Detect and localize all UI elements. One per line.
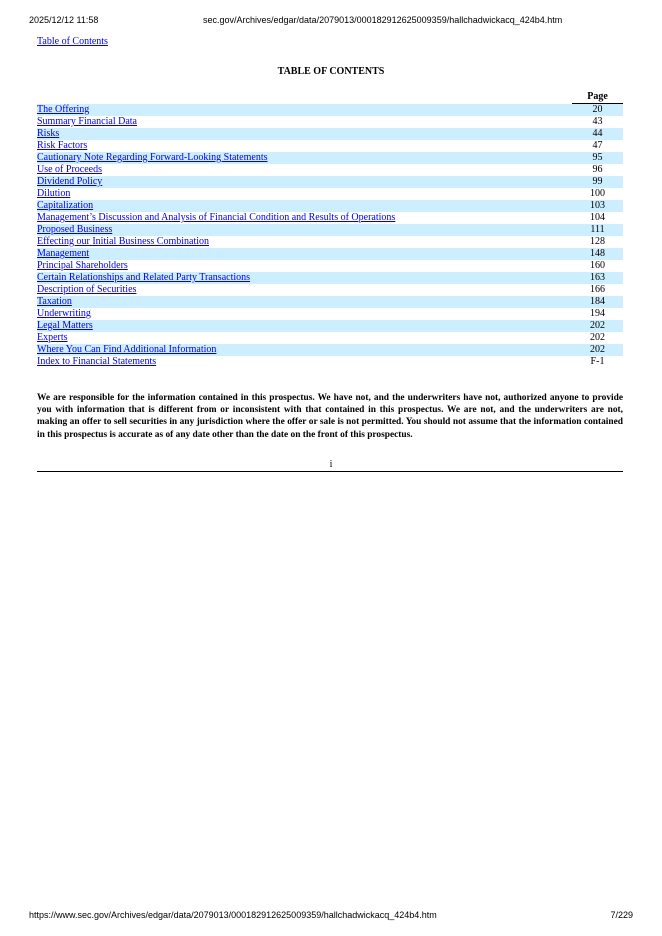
toc-table [37, 91, 623, 368]
toc-gap-cell [560, 332, 572, 344]
toc-entry-cell [37, 344, 560, 356]
toc-body [37, 104, 623, 369]
toc-gap-cell [560, 224, 572, 236]
toc-entry-cell [37, 200, 560, 212]
toc-entry-link[interactable]: Principal Shareholders [37, 260, 128, 271]
toc-page-number: 43 [592, 116, 603, 127]
toc-page-number: 96 [592, 164, 603, 175]
toc-header-gap [560, 91, 572, 104]
page-number: i [329, 459, 333, 470]
toc-entry-link[interactable]: Management [37, 248, 90, 259]
toc-page-number: 103 [572, 200, 623, 212]
toc-entry-cell [37, 104, 560, 117]
toc-entry-link[interactable]: Risks [37, 128, 60, 139]
print-header [0, 15, 662, 27]
toc-row [37, 164, 623, 176]
disclaimer-paragraph: We are responsible for the information contained in this prospectus. We have not, and the underwriters have not, authorized anyone to provide you with information that is different from or inconsistent with that contained in this prospectus. We are not, and the underwriters are not, making an offer to sell securities in any jurisdiction where the offer or sale is not permitted. You should not assume that the information contained in this prospectus is accurate as of any date other than the date on the front of this prospectus. [37, 393, 623, 440]
toc-entry-link[interactable]: Cautionary Note Regarding Forward-Looking Statements [37, 152, 268, 163]
toc-entry-cell [37, 320, 560, 332]
toc-entry-link[interactable]: Certain Relationships and Related Party Transactions [37, 272, 251, 283]
toc-entry-cell [37, 176, 560, 188]
toc-row [37, 272, 623, 284]
toc-page-number: 163 [572, 272, 623, 284]
toc-entry-cell [37, 140, 560, 152]
toc-entry-cell [37, 164, 560, 176]
toc-row [37, 200, 623, 212]
toc-entry-link[interactable]: Use of Proceeds [37, 164, 102, 175]
toc-entry-cell [37, 284, 560, 296]
print-datetime: 2025/12/12 11:58 [29, 15, 99, 25]
toc-entry-link[interactable]: Where You Can Find Additional Information [37, 344, 217, 355]
toc-page-number: 111 [572, 224, 623, 236]
print-header-url: sec.gov/Archives/edgar/data/2079013/000182912625009359/hallchadwickacq_424b4.htm [203, 15, 563, 25]
toc-row [37, 320, 623, 332]
toc-entry-link[interactable]: Capitalization [37, 200, 94, 211]
toc-page-number: 202 [590, 332, 605, 343]
toc-gap-cell [560, 308, 572, 320]
toc-page-number: 104 [590, 212, 605, 223]
toc-row [37, 128, 623, 140]
toc-gap-cell [560, 260, 572, 272]
toc-entry-link[interactable]: Risk Factors [37, 140, 88, 151]
toc-page-number: 47 [592, 140, 603, 151]
toc-entry-cell [37, 356, 560, 368]
toc-entry-link[interactable]: Legal Matters [37, 320, 93, 331]
toc-gap-cell [560, 248, 572, 260]
toc-entry-link[interactable]: Management’s Discussion and Analysis of Financial Condition and Results of Operations [37, 212, 396, 223]
toc-row [37, 176, 623, 188]
toc-row [37, 260, 623, 272]
page-divider [37, 471, 623, 472]
toc-entry-cell [37, 188, 560, 200]
toc-gap-cell [560, 176, 572, 188]
toc-row [37, 116, 623, 128]
toc-page-number: 128 [590, 236, 605, 247]
toc-title: TABLE OF CONTENTS [277, 66, 385, 77]
toc-entry-cell [37, 248, 560, 260]
toc-gap-cell [560, 212, 572, 224]
toc-entry-link[interactable]: Dividend Policy [37, 176, 103, 187]
toc-page-number: F-1 [590, 356, 605, 367]
toc-page-number: 202 [572, 320, 623, 332]
toc-gap-cell [560, 188, 572, 200]
toc-gap-cell [560, 200, 572, 212]
toc-gap-cell [560, 296, 572, 308]
toc-page-number: 100 [590, 188, 605, 199]
print-footer-url: https://www.sec.gov/Archives/edgar/data/2079013/000182912625009359/hallchadwickacq_424b4.htm [29, 910, 437, 920]
toc-entry-link[interactable]: Index to Financial Statements [37, 356, 157, 367]
toc-row [37, 140, 623, 152]
toc-row [37, 284, 623, 296]
toc-row [37, 152, 623, 164]
toc-row [37, 212, 623, 224]
print-footer [0, 910, 662, 922]
toc-entry-link[interactable]: Effecting our Initial Business Combination [37, 236, 210, 247]
toc-entry-cell [37, 332, 560, 344]
toc-page-number: 194 [590, 308, 605, 319]
page-column-header: Page [572, 91, 623, 104]
toc-row [37, 356, 623, 368]
toc-entry-cell [37, 272, 560, 284]
toc-gap-cell [560, 272, 572, 284]
toc-row [37, 332, 623, 344]
toc-header-spacer [37, 91, 560, 104]
toc-row [37, 308, 623, 320]
toc-row [37, 344, 623, 356]
toc-entry-cell [37, 128, 560, 140]
toc-gap-cell [560, 164, 572, 176]
toc-entry-link[interactable]: Experts [37, 332, 68, 343]
toc-row [37, 188, 623, 200]
toc-gap-cell [560, 116, 572, 128]
toc-gap-cell [560, 236, 572, 248]
toc-entry-cell [37, 224, 560, 236]
toc-entry-cell [37, 116, 560, 128]
toc-entry-cell [37, 308, 560, 320]
toc-row [37, 296, 623, 308]
toc-gap-cell [560, 140, 572, 152]
toc-header-row [37, 91, 623, 104]
toc-page-number: 95 [572, 152, 623, 164]
toc-page-number: 99 [572, 176, 623, 188]
toc-gap-cell [560, 344, 572, 356]
toc-entry-link[interactable]: Proposed Business [37, 224, 113, 235]
toc-entry-link[interactable]: The Offering [37, 103, 90, 115]
toc-page-number: 20 [572, 104, 623, 117]
toc-gap-cell [560, 356, 572, 368]
print-page-count: 7/229 [610, 910, 633, 920]
toc-row [37, 104, 623, 117]
toc-page-number: 160 [590, 260, 605, 271]
toc-gap-cell [560, 104, 572, 117]
toc-entry-link[interactable]: Underwriting [37, 308, 91, 319]
toc-entry-cell [37, 296, 560, 308]
toc-page-number: 202 [572, 344, 623, 356]
toc-entry-cell [37, 212, 560, 224]
toc-entry-link[interactable]: Taxation [37, 296, 72, 307]
toc-page-number: 148 [572, 248, 623, 260]
toc-row [37, 224, 623, 236]
toc-gap-cell [560, 152, 572, 164]
toc-page-number: 184 [572, 296, 623, 308]
toc-row [37, 248, 623, 260]
toc-entry-cell [37, 152, 560, 164]
toc-page-number: 44 [572, 128, 623, 140]
toc-entry-cell [37, 260, 560, 272]
toc-entry-link[interactable]: Dilution [37, 188, 71, 199]
toc-entry-cell [37, 236, 560, 248]
toc-entry-link[interactable]: Summary Financial Data [37, 116, 137, 127]
toc-row [37, 236, 623, 248]
toc-page-number: 166 [590, 284, 605, 295]
table-of-contents-link[interactable]: Table of Contents [37, 36, 108, 47]
toc-gap-cell [560, 128, 572, 140]
toc-gap-cell [560, 320, 572, 332]
toc-gap-cell [560, 284, 572, 296]
toc-entry-link[interactable]: Description of Securities [37, 284, 137, 295]
